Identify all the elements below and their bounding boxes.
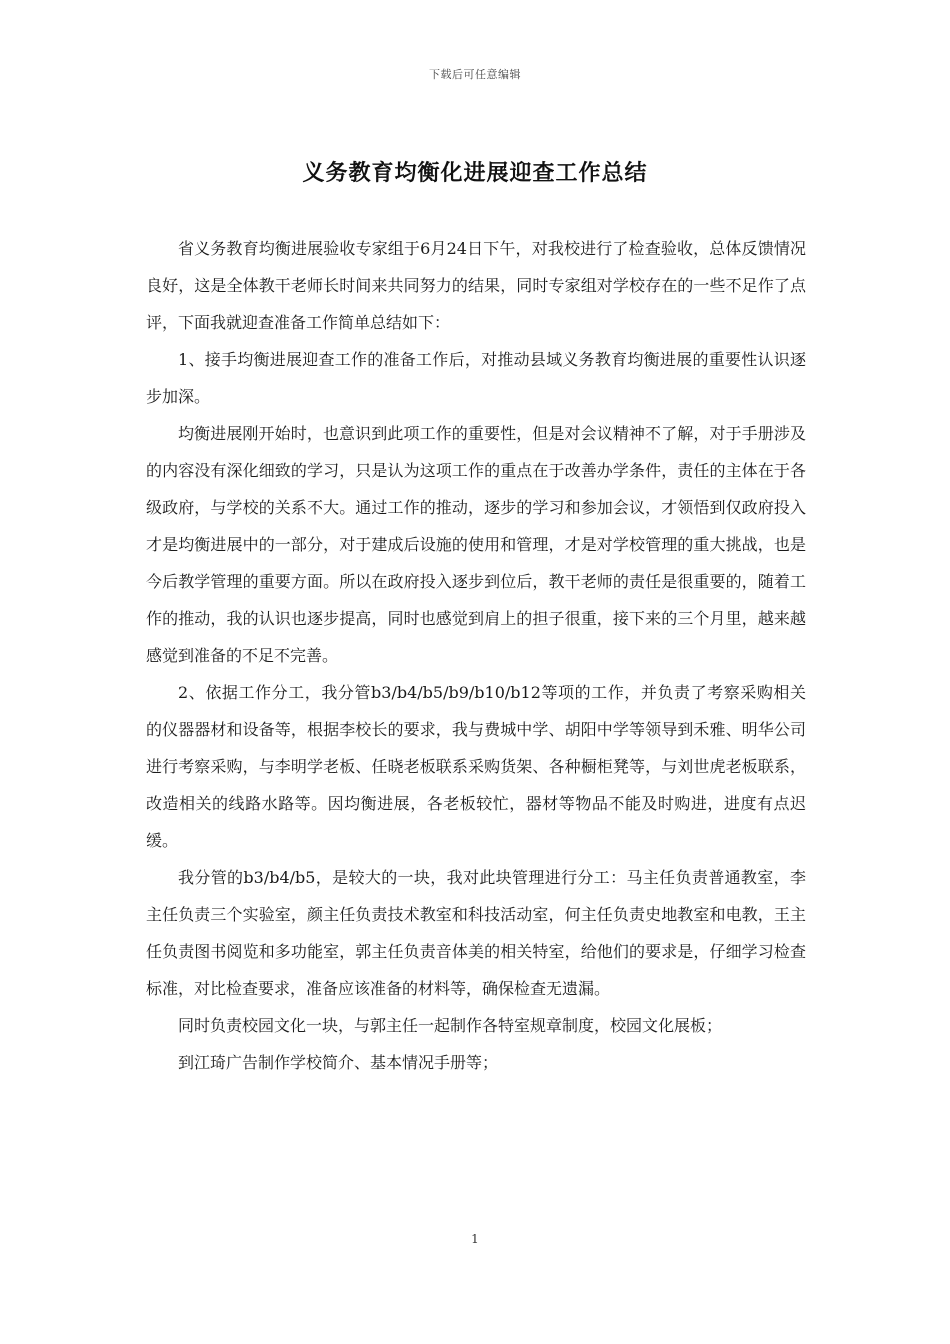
document-title: 义务教育均衡化进展迎查工作总结 xyxy=(302,160,648,186)
page-number: 1 xyxy=(471,1232,479,1246)
paragraph: 1、接手均衡进展迎查工作的准备工作后，对推动县域义务教育均衡进展的重要性认识逐步加深。 xyxy=(146,350,806,406)
paragraph: 到江琦广告制作学校简介、基本情况手册等； xyxy=(178,1053,499,1072)
paragraph: 我分管的b3/b4/b5，是较大的一块，我对此块管理进行分工：马主任负责普通教室，李主任负责三个实验室，颜主任负责技术教室和科技活动室，何主任负责史地教室和电教，王主任负责图书阅览和多功能室，郭主任负责音体美的相关特室，给他们的要求是，仔细学习检查标准，对比检查要求，准备应该准备的材料等，确保检查无遗漏。 xyxy=(146,868,806,998)
document-body xyxy=(146,230,806,1081)
paragraph: 同时负责校园文化一块，与郭主任一起制作各特室规章制度，校园文化展板； xyxy=(178,1016,723,1035)
paragraph: 均衡进展刚开始时，也意识到此项工作的重要性，但是对会议精神不了解，对于手册涉及的内容没有深化细致的学习，只是认为这项工作的重点在于改善办学条件，责任的主体在于各级政府，与学校的关系不大。通过工作的推动，逐步的学习和参加会议，才领悟到仅政府投入才是均衡进展中的一部分，对于建成后设施的使用和管理，才是对学校管理的重大挑战，也是今后教学管理的重要方面。所以在政府投入逐步到位后，教干老师的责任是很重要的，随着工作的推动，我的认识也逐步提高，同时也感觉到肩上的担子很重，接下来的三个月里，越来越感觉到准备的不足不完善。 xyxy=(146,424,806,665)
paragraph: 省义务教育均衡进展验收专家组于6月24日下午，对我校进行了检查验收，总体反馈情况良好，这是全体教干老师长时间来共同努力的结果，同时专家组对学校存在的一些不足作了点评，下面我就迎查准备工作简单总结如下： xyxy=(146,239,806,332)
paragraph: 2、依据工作分工，我分管b3/b4/b5/b9/b10/b12等项的工作，并负责了考察采购相关的仪器器材和设备等，根据李校长的要求，我与费城中学、胡阳中学等领导到禾雅、明华公司进行考察采购，与李明学老板、任晓老板联系采购货架、各种橱柜凳等，与刘世虎老板联系，改造相关的线路水路等。因均衡进展，各老板较忙，器材等物品不能及时购进，进度有点迟缓。 xyxy=(146,683,806,850)
header-note: 下载后可任意编辑 xyxy=(429,68,521,81)
